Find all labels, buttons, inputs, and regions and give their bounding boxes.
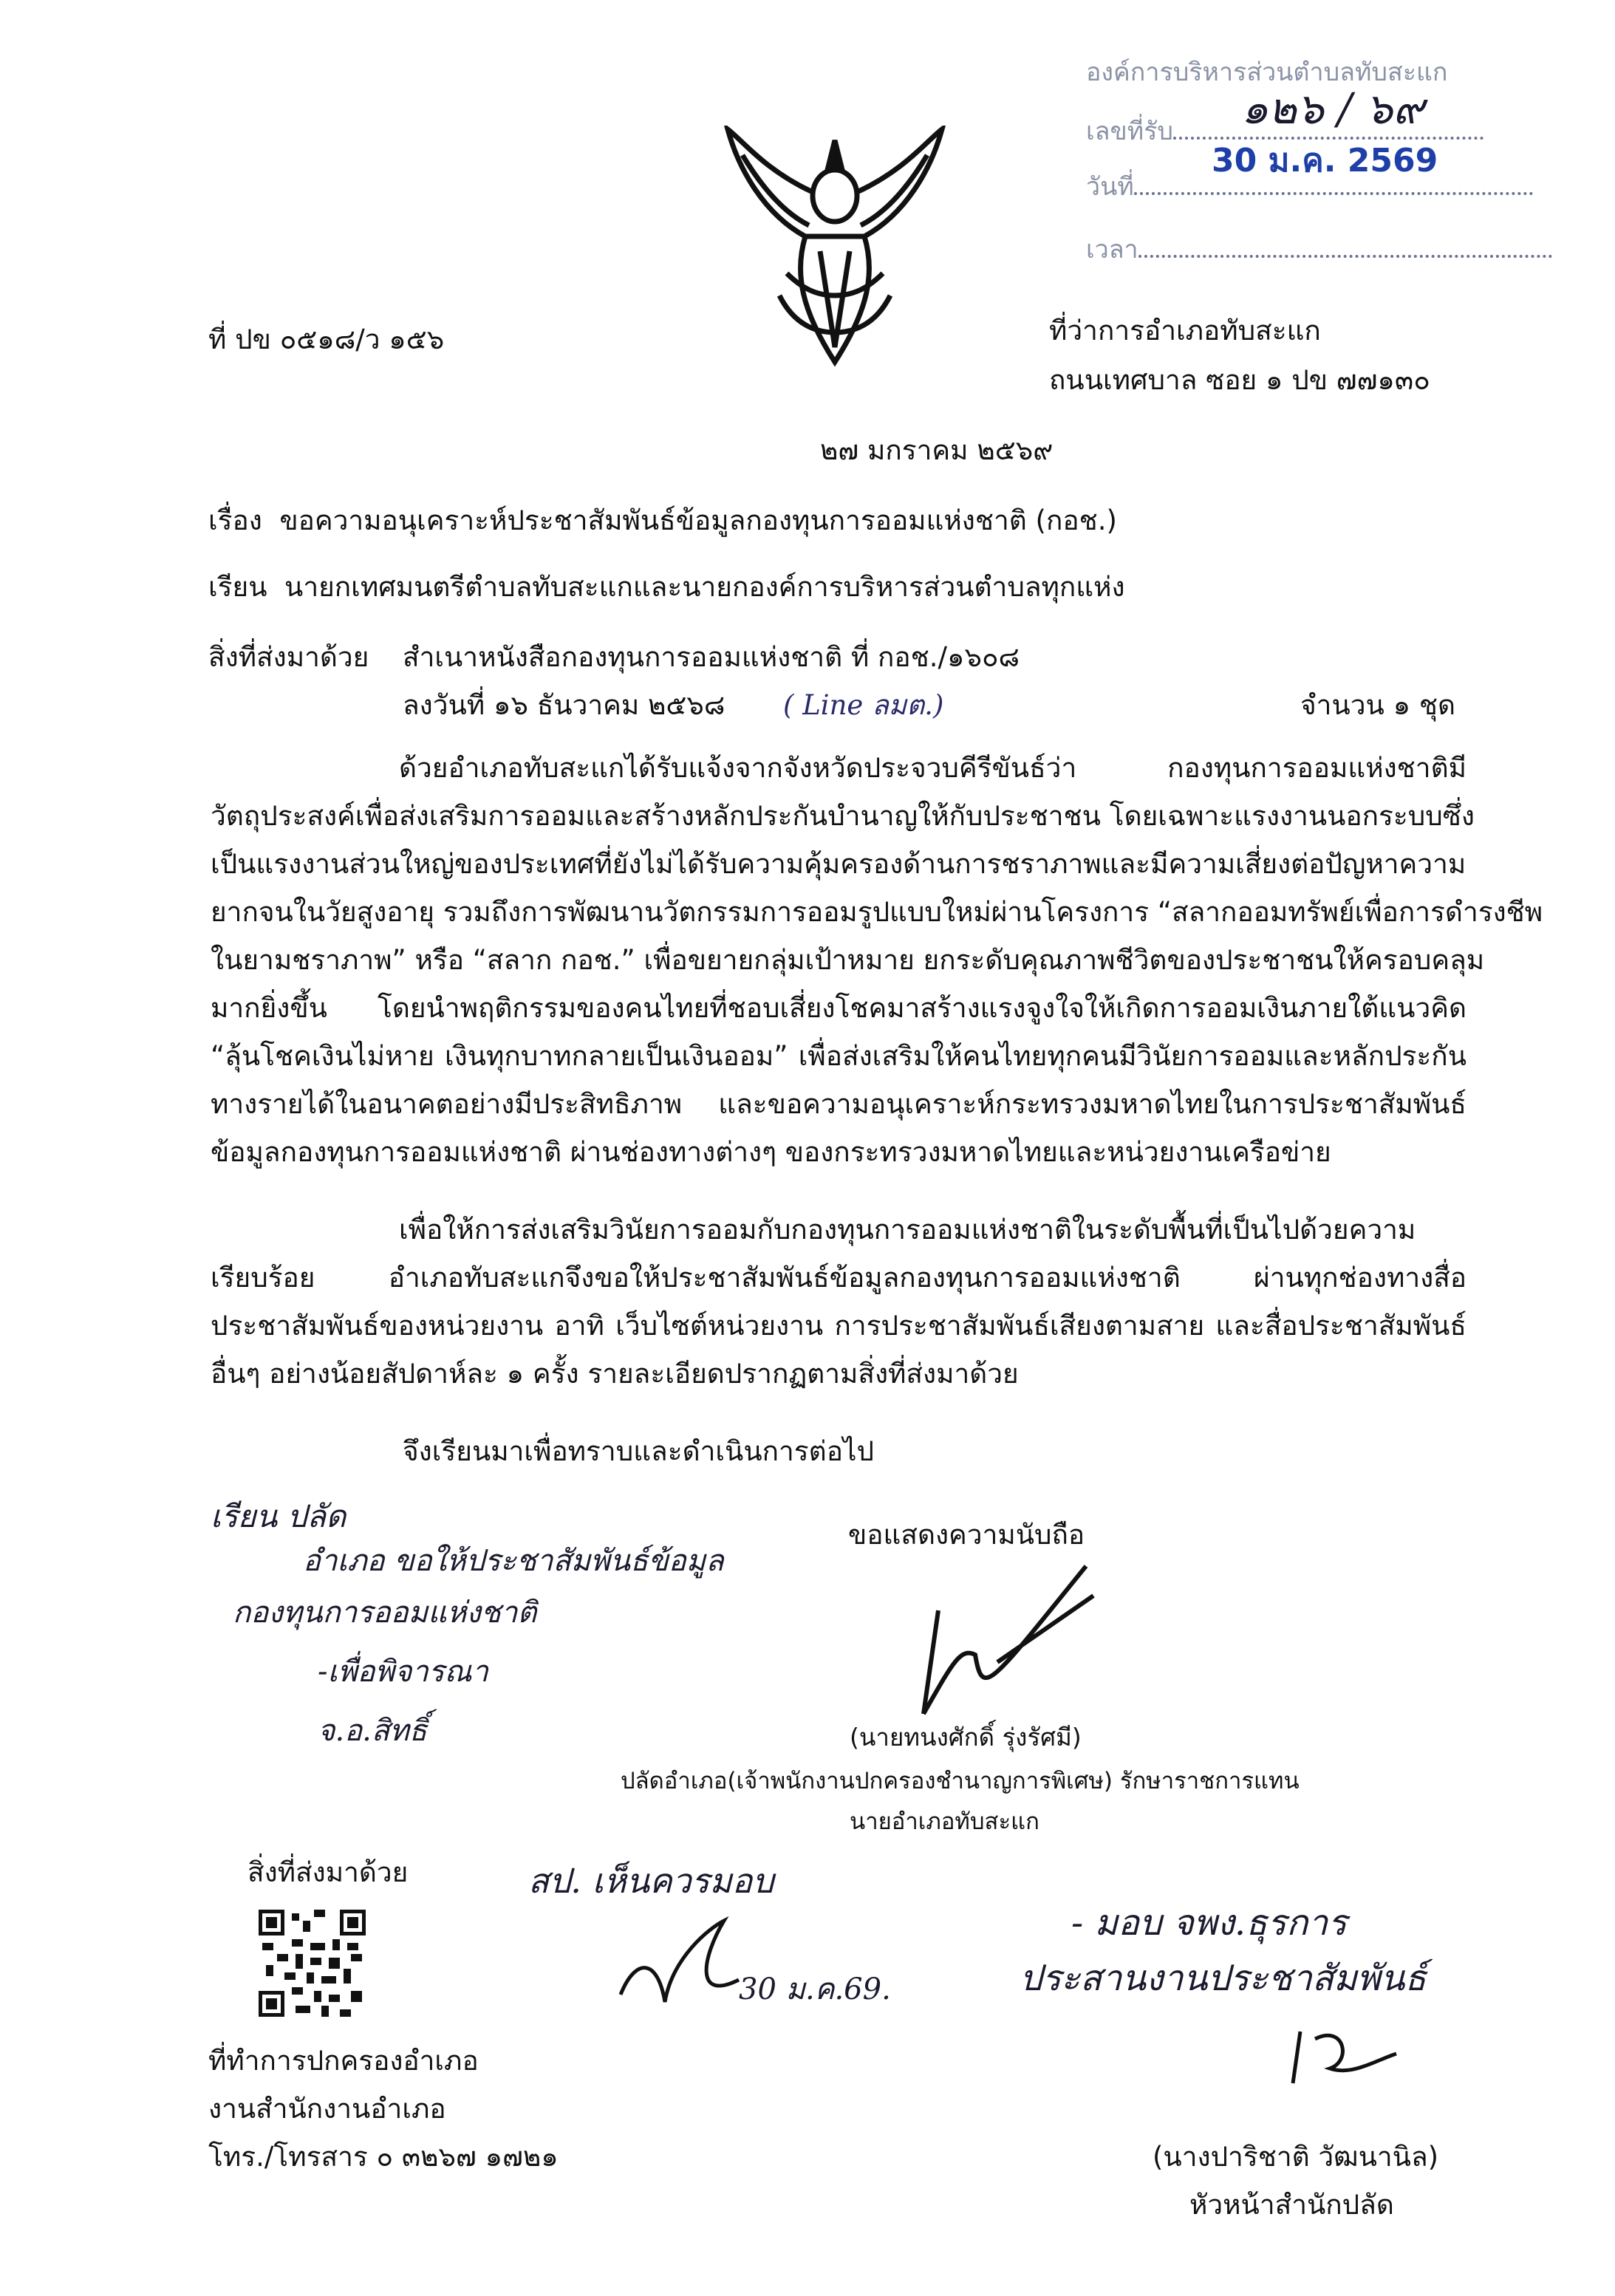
handwritten-line: อำเภอ ขอให้ประชาสัมพันธ์ข้อมูล — [303, 1544, 724, 1578]
paragraph-line: ประชาสัมพันธ์ของหน่วยงาน อาทิ เว็บไซต์หน่วยงาน การประชาสัมพันธ์เสียงตามสาย และสื่อประชาสัมพันธ์ — [211, 1310, 1467, 1342]
paragraph-line: วัตถุประสงค์เพื่อส่งเสริมการออมและสร้างหลักประกันบำนาญให้กับประชาชน โดยเฉพาะแรงงานนอกระบบซึ่ง — [211, 800, 1475, 832]
footer-enclosure-label: สิ่งที่ส่งมาด้วย — [247, 1856, 409, 1888]
paragraph-line: เพื่อให้การส่งเสริมวินัยการออมกับกองทุนการออมแห่งชาติในระดับพื้นที่เป็นไปด้วยความ — [399, 1214, 1416, 1246]
handwritten-right-line: ประสานงานประชาสัมพันธ์ — [1020, 1958, 1427, 1999]
handwritten-line: กองทุนการออมแห่งชาติ — [233, 1596, 537, 1630]
footer-phone: โทร./โทรสาร ๐ ๓๒๖๗ ๑๗๒๑ — [208, 2141, 559, 2173]
second-signer-title: หัวหน้าสำนักปลัด — [1189, 2189, 1394, 2221]
regards: ขอแสดงความนับถือ — [848, 1519, 1085, 1551]
paragraph-line: ด้วยอำเภอทับสะแกได้รับแจ้งจากจังหวัดประจวบคีรีขันธ์ว่า กองทุนการออมแห่งชาติมี — [399, 752, 1467, 784]
paragraph-line: เรียบร้อย อำเภอทับสะแกจึงขอให้ประชาสัมพันธ์ข้อมูลกองทุนการออมแห่งชาติ ผ่านทุกช่องทางสื่อ — [211, 1262, 1467, 1294]
paragraph-line: เป็นแรงงานส่วนใหญ่ของประเทศที่ยังไม่ได้รับความคุ้มครองด้านการชราภาพและมีความเสี่ยงต่อปัญหาความ — [211, 848, 1467, 880]
paragraph-line: ในยามชราภาพ” หรือ “สลาก กอช.” เพื่อขยายกลุ่มเป้าหมาย ยกระดับคุณภาพชีวิตของประชาชนให้ครอบคลุม — [211, 944, 1485, 976]
stamp-date-value: 30 ม.ค. 2569 — [1212, 142, 1438, 180]
second-signer-name: (นางปาริชาติ วัฒนานิล) — [1153, 2141, 1439, 2173]
handwritten-line: -เพื่อพิจารณา — [318, 1655, 488, 1689]
closing-line: จึงเรียนมาเพื่อทราบและดำเนินการต่อไป — [403, 1435, 875, 1467]
recipient-text: นายกเทศมนตรีตำบลทับสะแกและนายกองค์การบริหารส่วนตำบลทุกแห่ง — [284, 571, 1125, 603]
paragraph-line: อื่นๆ อย่างน้อยสัปดาห์ละ ๑ ครั้ง รายละเอียดปรากฏตามสิ่งที่ส่งมาด้วย — [211, 1358, 1019, 1390]
enclosure-handnote: ( Line ลมต.) — [783, 689, 944, 721]
handwritten-line: จ.อ.สิทธิ์ — [318, 1714, 428, 1748]
paragraph-line: มากยิ่งขึ้น โดยนำพฤติกรรมของคนไทยที่ชอบเสี่ยงโชคมาสร้างแรงจูงใจให้เกิดการออมเงินภายใต้แนวคิด — [211, 992, 1467, 1024]
signer-name: (นายทนงศักดิ์ รุ่งรัศมี) — [850, 1723, 1082, 1752]
stamp-time-label: เวลา — [1086, 229, 1552, 269]
stamp-org: องค์การบริหารส่วนตำบลทับสะแก — [1086, 58, 1448, 87]
handwritten-right-line: - มอบ จพง.ธุรการ — [1071, 1902, 1348, 1944]
reference-number: ที่ ปข ๐๕๑๘/ว ๑๕๖ — [208, 324, 445, 355]
enclosure-count: จำนวน ๑ ชุด — [1300, 689, 1455, 721]
enclosure-line2: ลงวันที่ ๑๖ ธันวาคม ๒๕๖๘ — [403, 689, 725, 721]
enclosure-line1: สำเนาหนังสือกองทุนการออมแห่งชาติ ที่ กอช./๑๖๐๘ — [403, 641, 1020, 673]
recipient — [208, 565, 1125, 609]
office-address: ถนนเทศบาล ซอย ๑ ปข ๗๗๑๓๐ — [1049, 364, 1430, 396]
handwritten-middle-note: สป. เห็นควรมอบ — [528, 1861, 774, 1901]
stamp-receipt-value: ๑๒๖ / ๖๙ — [1241, 83, 1424, 134]
paragraph-line: ข้อมูลกองทุนการออมแห่งชาติ ผ่านช่องทางต่างๆ ของกระทรวงมหาดไทยและหน่วยงานเครือข่าย — [211, 1136, 1331, 1168]
enclosure-label: สิ่งที่ส่งมาด้วย — [208, 641, 369, 673]
paragraph-line: ยากจนในวัยสูงอายุ รวมถึงการพัฒนานวัตกรรมการออมรูปแบบใหม่ผ่านโครงการ “สลากออมทรัพย์เพื่อการดำรงชีพ — [211, 896, 1543, 928]
recipient-label: เรียน — [208, 571, 267, 603]
qr-code-icon[interactable] — [259, 1910, 366, 2017]
signature-mark-icon — [909, 1551, 1101, 1721]
garuda-emblem-icon — [720, 126, 949, 369]
signer-position: ปลัดอำเภอ(เจ้าพนักงานปกครองชำนาญการพิเศษ) รักษาราชการแทน — [621, 1768, 1300, 1794]
handwritten-middle-date: 30 ม.ค.69. — [739, 1972, 891, 2006]
footer-unit: งานสำนักงานอำเภอ — [208, 2093, 446, 2125]
paragraph-line: ทางรายได้ในอนาคตอย่างมีประสิทธิภาพ และขอความอนุเคราะห์กระทรวงมหาดไทยในการประชาสัมพันธ์ — [211, 1088, 1467, 1120]
paragraph-line: “ลุ้นโชคเงินไม่หาย เงินทุกบาทกลายเป็นเงินออม” เพื่อส่งเสริมให้คนไทยทุกคนมีวินัยการออมและหลักประกัน — [211, 1040, 1467, 1072]
stamp-date-label: วันที่ — [1086, 166, 1533, 206]
subject-label: เรื่อง — [208, 505, 262, 536]
office-name: ที่ว่าการอำเภอทับสะแก — [1049, 315, 1321, 346]
subject-text: ขอความอนุเคราะห์ประชาสัมพันธ์ข้อมูลกองทุนการออมแห่งชาติ (กอช.) — [279, 505, 1117, 536]
handwritten-right-signature-icon — [1285, 2017, 1404, 2091]
footer-department: ที่ทำการปกครองอำเภอ — [208, 2045, 479, 2077]
letter-date: ๒๗ มกราคม ๒๕๖๙ — [820, 434, 1054, 466]
stamp-receipt-label: เลขที่รับ — [1086, 111, 1483, 151]
subject — [208, 499, 1117, 542]
handwritten-line: เรียน ปลัด — [211, 1498, 346, 1534]
signer-title: นายอำเภอทับสะแก — [850, 1808, 1039, 1835]
